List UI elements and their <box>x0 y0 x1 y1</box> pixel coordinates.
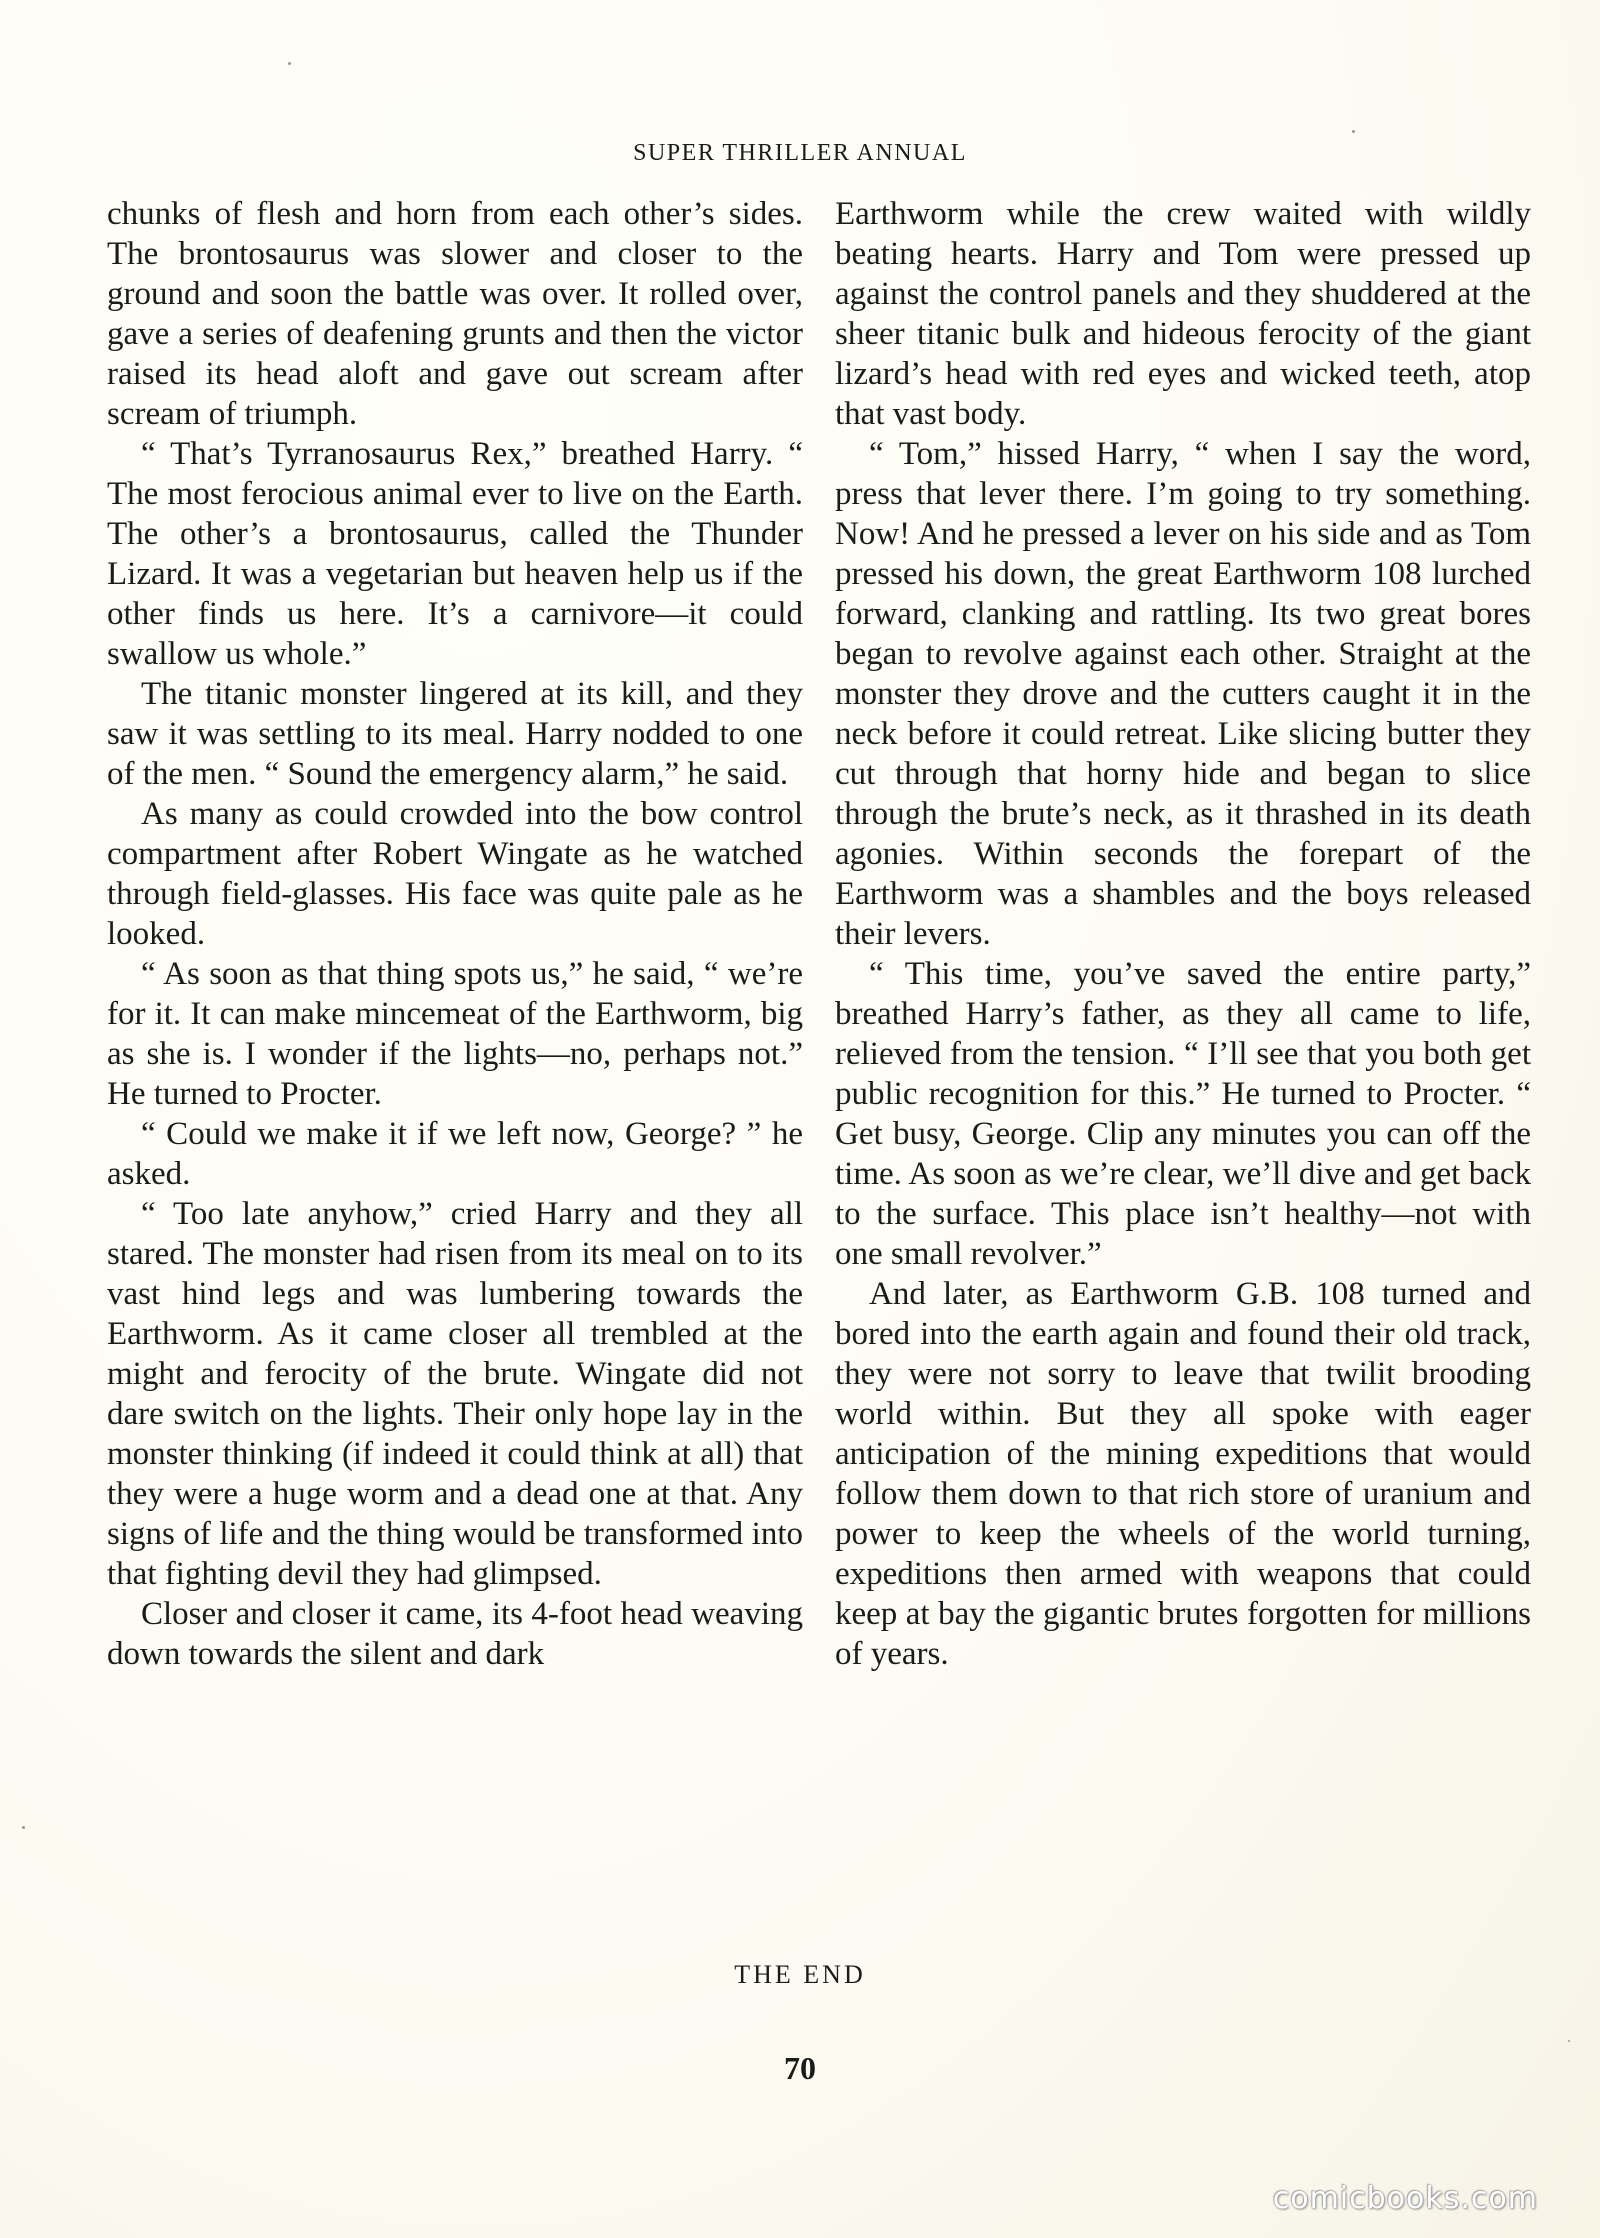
the-end-mark: THE END <box>734 1960 866 1989</box>
watermark-logo: comicbooks.com <box>1272 2181 1538 2216</box>
page-number: 70 <box>784 2050 816 2086</box>
paragraph: “ Too late anyhow,” cried Harry and they all stared. The monster had risen from its meal on to its vast hind legs and was lumbering towards the Earthworm. As it came closer all trembled at the might and ferocity of the brute. Wingate did not dare switch on the lights. Their only hope lay in the monster thinking (if indeed it could think at all) that they were a huge worm and a dead one at that. Any signs of life and the thing would be transformed into that fighting devil they had glimpsed. <box>107 1196 803 1592</box>
paragraph: “ This time, you’ve saved the entire party,” breathed Harry’s father, as they all came to life, relieved from the tension. “ I’ll see that you both get public recognition for this.” He turned to Procter. “ Get busy, George. Clip any minutes you can off the time. As soon as we’re clear, we’ll dive and get back to the surface. This place isn’t healthy—not with one small revolver.” <box>835 956 1531 1272</box>
paragraph: chunks of flesh and horn from each other’s sides. The brontosaurus was slower and closer to the ground and soon the battle was over. It rolled over, gave a series of deafening grunts and then the victor raised its head aloft and gave out scream after scream of triumph. <box>107 196 803 432</box>
paper-speck <box>1352 130 1355 133</box>
right-column <box>835 194 1531 1674</box>
paper-speck <box>1568 2040 1570 2042</box>
paragraph: Earthworm while the crew waited with wildly beating hearts. Harry and Tom were pressed up against the control panels and they shuddered at the sheer titanic bulk and hideous ferocity of the giant lizard’s head with red eyes and wicked teeth, atop that vast body. <box>835 196 1531 432</box>
left-column <box>107 194 803 1674</box>
paragraph: The titanic monster lingered at its kill, and they saw it was settling to its meal. Harry nodded to one of the men. “ Sound the emergency alarm,” he said. <box>107 676 803 792</box>
paragraph: “ That’s Tyrranosaurus Rex,” breathed Harry. “ The most ferocious animal ever to live on the Earth. The other’s a brontosaurus, called the Thunder Lizard. It was a vegetarian but heaven help us if the other finds us here. It’s a carnivore—it could swallow us whole.” <box>107 436 803 672</box>
paragraph: As many as could crowded into the bow control compartment after Robert Wingate as he watched through field-glasses. His face was quite pale as he looked. <box>107 796 803 952</box>
paragraph: “ As soon as that thing spots us,” he said, “ we’re for it. It can make mincemeat of the Earthworm, big as she is. I wonder if the lights—no, perhaps not.” He turned to Procter. <box>107 956 803 1112</box>
running-head: SUPER THRILLER ANNUAL <box>633 140 967 166</box>
paper-speck <box>22 1826 25 1829</box>
paragraph: And later, as Earthworm G.B. 108 turned and bored into the earth again and found their old track, they were not sorry to leave that twilit brooding world within. But they all spoke with eager anticipation of the mining expeditions that would follow them down to that rich store of uranium and power to keep the wheels of the world turning, expeditions then armed with weapons that could keep at bay the gigantic brutes forgotten for millions of years. <box>835 1276 1531 1672</box>
paragraph: “ Tom,” hissed Harry, “ when I say the word, press that lever there. I’m going to try something. Now! And he pressed a lever on his side and as Tom pressed his down, the great Earthworm 108 lurched forward, clanking and rattling. Its two great bores began to revolve against each other. Straight at the monster they drove and the cutters caught it in the neck before it could retreat. Like slicing butter they cut through that horny hide and began to slice through the brute’s neck, as it thrashed in its death agonies. Within seconds the forepart of the Earthworm was a shambles and the boys released their levers. <box>835 436 1531 952</box>
paragraph: “ Could we make it if we left now, George? ” he asked. <box>107 1116 803 1192</box>
paragraph: Closer and closer it came, its 4-foot head weaving down towards the silent and dark <box>107 1596 803 1672</box>
paper-speck <box>288 62 291 65</box>
